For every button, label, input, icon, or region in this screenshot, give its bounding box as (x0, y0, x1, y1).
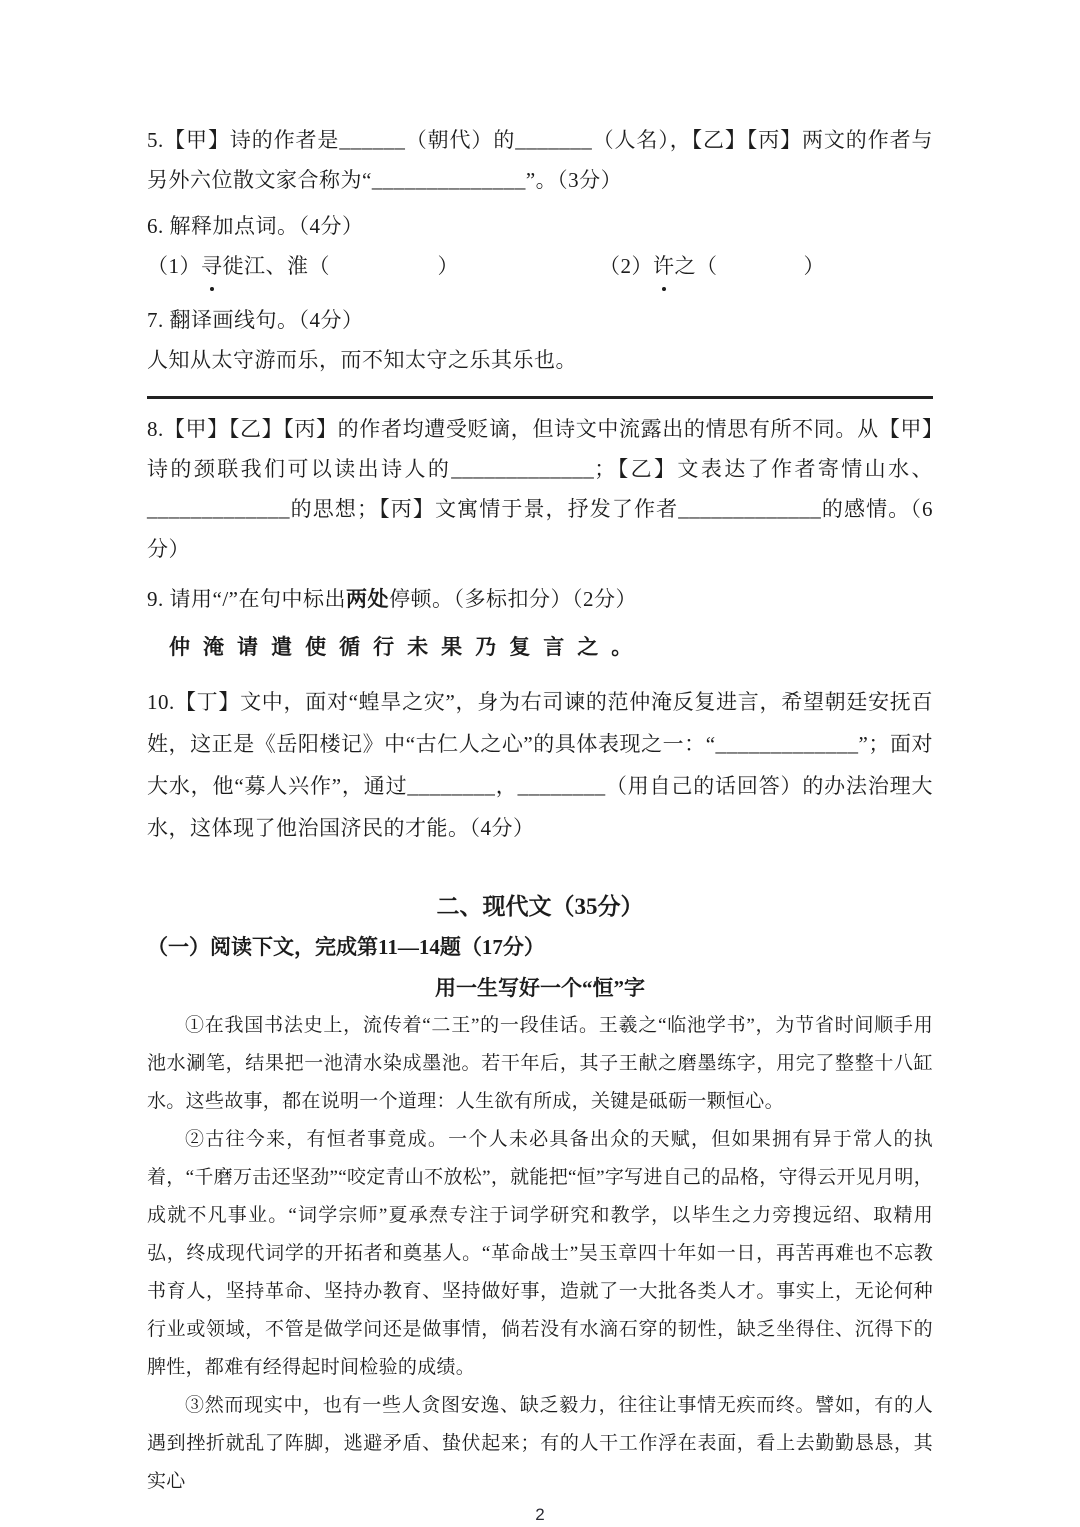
item-2-number: （2） (599, 254, 653, 278)
question-9-label-bold: 两处 (345, 587, 389, 611)
item-1-number: （1） (147, 254, 201, 278)
question-7-label: 7. 翻译画线句。（4分） (147, 308, 364, 332)
question-9-label-post: 停顿。（多标扣分）（2分） (388, 587, 637, 611)
section-2-header: 二、现代文（35分） (436, 894, 644, 919)
question-10: 10.【丁】文中，面对“蝗旱之灾”，身为右司谏的范仲淹反复进言，希望朝廷安抚百姓，这正是《岳阳楼记》中“古仁人之心”的具体表现之一：“_____________”；面对大水，他“募人兴作”，通过________，________（用自己的话回答）的办法治理大水，这体现了他治国济民的才能。（4分） (147, 690, 933, 840)
question-9-sentence: 仲淹请遣使循行未果乃复言之。 (169, 635, 646, 659)
essay-title: 用一生写好一个“恒”字 (435, 976, 645, 1000)
question-6-item-1 (147, 246, 599, 286)
question-7-sentence: 人知从太守游而乐，而不知太守之乐其乐也。 (147, 348, 577, 372)
question-8: 8.【甲】【乙】【丙】的作者均遭受贬谪，但诗文中流露出的情思有所不同。从【甲】诗的颈联我们可以读出诗人的_____________；【乙】文表达了作者寄情山水、_____________的思想；【丙】文寓情于景，抒发了作者_____________的感情。（6分） (147, 417, 933, 561)
essay-paragraph-2: ②古往今来，有恒者事竟成。一个人未必具备出众的天赋，但如果拥有异于常人的执着，“千磨万击还坚劲”“咬定青山不放松”，就能把“恒”字写进自己的品格，守得云开见月明，成就不凡事业。“词学宗师”夏承焘专注于词学研究和教学，以毕生之力旁搜远绍、取精用弘，终成现代词学的开拓者和奠基人。“革命战士”吴玉章四十年如一日，再苦再难也不忘教书育人，坚持革命、坚持办教育、坚持做好事，造就了一大批各类人才。事实上，无论何种行业或领域，不管是做学问还是做事情，倘若没有水滴石穿的韧性，缺乏坐得住、沉得下的脾性，都难有经得起时间检验的成绩。 (147, 1129, 933, 1378)
question-9-label (147, 579, 933, 619)
item-2-dotted-word: 许 (653, 246, 675, 286)
question-6-item-2 (599, 246, 825, 286)
essay-paragraph-1: ①在我国书法史上，流传着“二王”的一段佳话。王羲之“临池学书”，为节省时间顺手用池水涮笔，结果把一池清水染成墨池。若干年后，其子王献之磨墨练字，用完了整整十八缸水。这些故事，都在说明一个道理：人生欲有所成，关键是砥砺一颗恒心。 (147, 1015, 933, 1112)
section-2-subheader: （一）阅读下文，完成第11—14题（17分） (147, 935, 545, 959)
item-1-text: 徙江、淮（ ） (222, 254, 459, 278)
question-6-label: 6. 解释加点词。（4分） (147, 214, 364, 238)
question-6-items (147, 246, 933, 286)
essay-paragraph-3: ③然而现实中，也有一些人贪图安逸、缺乏毅力，往往让事情无疾而终。譬如，有的人遇到挫折就乱了阵脚，逃避矛盾、蛰伏起来；有的人干工作浮在表面，看上去勤勤恳恳，其实心 (147, 1395, 933, 1492)
question-9-label-pre: 9. 请用“/”在句中标出 (147, 587, 346, 611)
page-number: 2 (535, 1505, 545, 1524)
item-1-dotted-word: 寻 (201, 246, 223, 286)
question-5: 5.【甲】诗的作者是______（朝代）的_______（人名），【乙】【丙】两文的作者与另外六位散文家合称为“______________”。（3分） (147, 128, 933, 192)
item-2-text: 之（ ） (674, 254, 825, 278)
answer-line (147, 396, 933, 399)
